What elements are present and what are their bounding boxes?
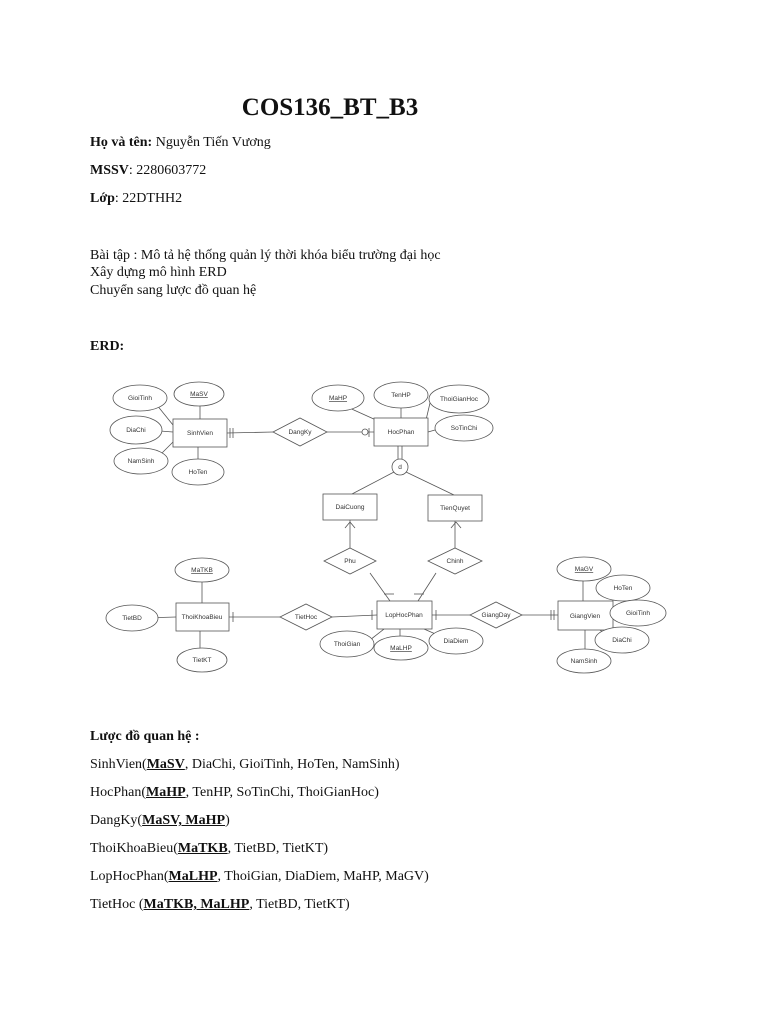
entity-hocphan-label: HocPhan	[387, 429, 415, 436]
attr-hp-mahp-label: MaHP	[328, 395, 348, 402]
task-line-1: Bài tập : Mô tả hệ thống quản lý thời khóa biểu trường đại học	[90, 248, 441, 263]
student-id-line	[90, 163, 206, 179]
primary-key: MaSV	[146, 757, 185, 772]
schema-row-lophocphan: LopHocPhan(MaLHP, ThoiGian, DiaDiem, MaHP, MaGV)	[90, 869, 429, 884]
attr-hp-tenhp-label: TenHP	[391, 392, 411, 399]
attr-gv-diachi-label: DiaChi	[612, 637, 632, 644]
erd-diagram	[0, 370, 768, 680]
student-name-line	[90, 135, 271, 151]
mssv-value: : 2280603772	[128, 163, 207, 178]
relationship-phu-label: Phu	[344, 558, 356, 565]
schema-row-hocphan: HocPhan(MaHP, TenHP, SoTinChi, ThoiGianHoc)	[90, 785, 379, 800]
schema-row-thoikhoabieu: ThoiKhoaBieu(MaTKB, TietBD, TietKT)	[90, 841, 329, 856]
task-line-2: Xây dựng mô hình ERD	[90, 265, 227, 280]
primary-key: MaTKB, MaLHP	[143, 897, 250, 912]
entity-giangvien-label: GiangVien	[569, 613, 601, 620]
disjoint-label: d	[398, 464, 402, 471]
document-title: COS136_BT_B3	[241, 94, 419, 121]
relationship-giangday-label: GiangDay	[481, 612, 511, 619]
relationship-tiethoc-label: TietHoc	[294, 614, 318, 621]
attr-lhp-malhp-label: MaLHP	[390, 645, 412, 652]
attr-sv-diachi-label: DiaChi	[126, 427, 146, 434]
attr-tkb-tietbd-label: TietBD	[122, 615, 142, 622]
lop-value: : 22DTHH2	[114, 191, 183, 206]
attr-gv-gioitinh-label: GioiTinh	[626, 610, 650, 617]
attr-sv-hoten-label: HoTen	[188, 469, 208, 476]
attr-tkb-matkb-label: MaTKB	[191, 567, 213, 574]
class-line	[90, 191, 182, 207]
lop-label: Lớp	[90, 191, 115, 206]
primary-key: MaLHP	[168, 869, 218, 884]
primary-key: MaHP	[146, 785, 186, 800]
attr-hp-sotinchi-label: SoTinChi	[450, 425, 478, 432]
entity-thoikhoabieu-label: ThoiKhoaBieu	[181, 614, 223, 621]
attr-hp-thoigianhoc-label: ThoiGianHoc	[440, 396, 478, 403]
entity-sinhvien-label: SinhVien	[187, 430, 213, 437]
name-label: Họ và tên:	[90, 135, 153, 150]
attr-tkb-tietkt-label: TietKT	[192, 657, 212, 664]
optional-marker	[362, 429, 368, 435]
primary-key: MaTKB	[177, 841, 228, 856]
attr-sv-masv-label: MaSV	[190, 391, 208, 398]
entity-tienquyet-label: TienQuyet	[440, 505, 470, 512]
attr-sv-namsinh-label: NamSinh	[127, 458, 155, 465]
relationship-chinh-label: Chinh	[446, 558, 464, 565]
task-line-3: Chuyển sang lược đồ quan hệ	[90, 283, 257, 298]
schema-row-tiethoc: TietHoc (MaTKB, MaLHP, TietBD, TietKT)	[90, 897, 350, 912]
primary-key: MaSV, MaHP	[142, 813, 226, 828]
erd-heading: ERD:	[90, 339, 125, 354]
attr-lhp-thoigian-label: ThoiGian	[333, 641, 361, 648]
mssv-label: MSSV	[90, 163, 129, 178]
entity-lophocphan-label: LopHocPhan	[385, 612, 423, 619]
attr-lhp-diadiem-label: DiaDiem	[443, 638, 469, 645]
attr-gv-magv-label: MaGV	[574, 566, 594, 573]
cardinality-marks	[230, 428, 554, 622]
name-value: Nguyễn Tiến Vương	[152, 135, 271, 150]
attr-gv-namsinh-label: NamSinh	[570, 658, 598, 665]
relationship-dangky-label: DangKy	[288, 429, 312, 436]
entity-daicuong-label: DaiCuong	[335, 504, 365, 511]
schema-row-sinhvien: SinhVien(MaSV, DiaChi, GioiTinh, HoTen, NamSinh)	[90, 757, 400, 772]
schema-row-dangky: DangKy(MaSV, MaHP)	[90, 813, 230, 828]
attr-sv-gioitinh-label: GioiTinh	[128, 395, 152, 402]
attr-gv-hoten-label: HoTen	[613, 585, 633, 592]
schema-heading: Lược đồ quan hệ :	[90, 729, 200, 744]
